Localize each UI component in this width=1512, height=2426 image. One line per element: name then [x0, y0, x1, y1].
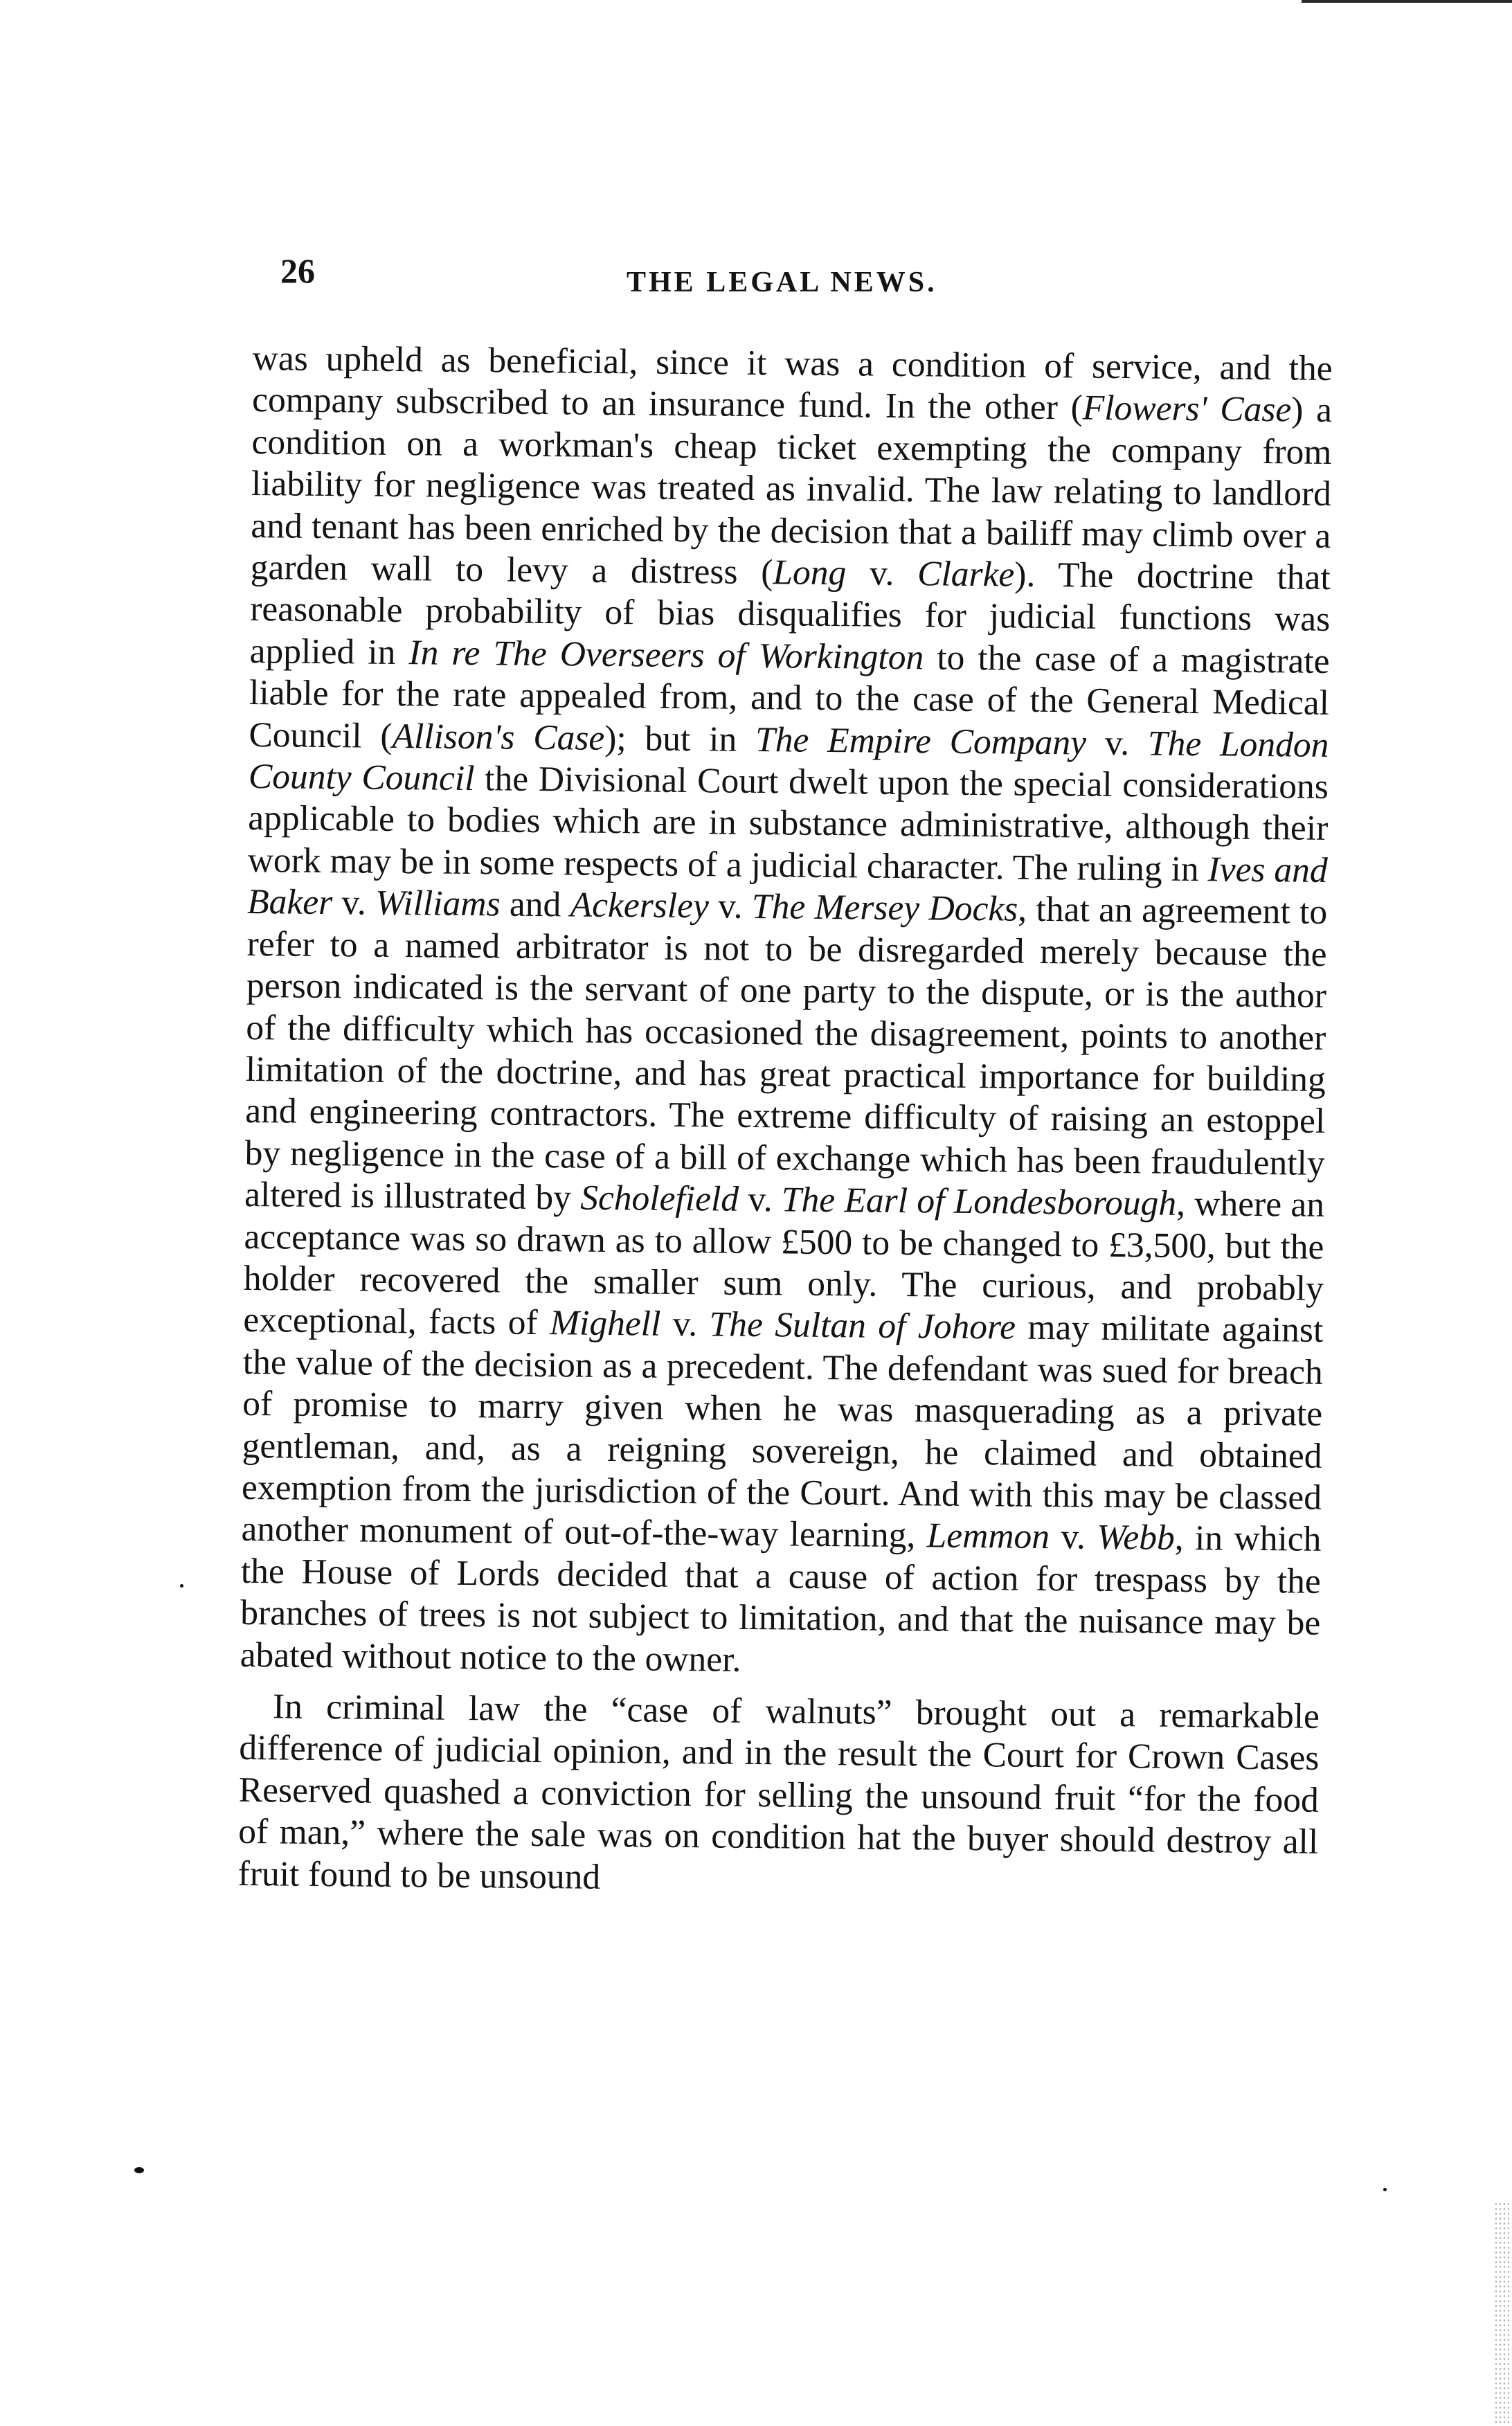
- case-name: Scholefield: [579, 1178, 739, 1219]
- text-run: , that an agreement to refer to a named arbitrator is not to be disregarded merely because the person indicated is the servant of one party to the dispute, or is the author of the difficulty which has occasioned the disagreement, points to another limitation of the doctrine, and has great practical importance for building and engineering contractors. The extreme difficulty of raising an estoppel by negligence in the case of a bill of exchange which has been fraudulently altered is illustrated by: [244, 889, 1328, 1218]
- paragraph-criminal-law: In criminal law the “case of walnuts” brought out a remarkable difference of judicial opinion, and in the result the Court for Crown Cases Reserved quashed a conviction for selling the unsound fruit “for the food of man,” where the sale was on condition hat the buyer should destroy all fruit found to be unsound: [237, 1687, 1320, 1897]
- text-run: v.: [708, 886, 753, 927]
- scan-edge-speckle: [1494, 2202, 1512, 2426]
- case-name: Allison's Case: [392, 716, 605, 758]
- case-name: In re The Overseers of Workington: [408, 633, 924, 678]
- text-run: v.: [332, 883, 376, 924]
- case-name: Flowers' Case: [1082, 388, 1292, 430]
- text-run: ) a condition on a workman's cheap ticket exempting the company from liability for negligence was treated as invalid. The law relating to landlord and tenant has been enriched by the decision that a bailiff may climb over a garden wall to levy a distress (: [250, 390, 1333, 593]
- case-name: Ackersley: [570, 885, 710, 926]
- text-run: the Divisional Court dwelt upon the special considerations applicable to bodies which are in substance administrative, although their work may be in some respects of a judicial character. The ruling in: [247, 759, 1329, 890]
- text-run: ); but in: [604, 718, 756, 760]
- text-run: v.: [738, 1179, 782, 1220]
- scan-mark-dot: [134, 2167, 144, 2173]
- text-run: , in which the House of Lords decided that a cause of action for trespass by the branches of trees is not subject to limitation, and that the nuisance may be abated without notice to the owner.: [240, 1518, 1322, 1680]
- text-run: ). The doctrine that reasonable probability of bias disqualifies for judicial functions was applied in: [249, 555, 1331, 673]
- top-edge-rule: [1302, 0, 1512, 3]
- text-run: v.: [846, 553, 918, 594]
- case-name: Mighell: [549, 1303, 661, 1345]
- text-run: was upheld as beneficial, since it was a condition of service, and the company subscribed to an insurance fund. In the other (: [251, 338, 1333, 428]
- running-title: THE LEGAL NEWS.: [627, 267, 937, 298]
- page-header: [280, 251, 1333, 306]
- case-name: Ives and Baker: [246, 850, 1328, 923]
- case-name: Lemmon: [926, 1516, 1050, 1557]
- text-run: v.: [660, 1304, 710, 1345]
- case-name: Long: [773, 552, 847, 593]
- text-run: to the case of a magistrate liable for the rate appealed from, and to the case of the General Medical Council (: [249, 638, 1330, 756]
- case-name: Clarke: [917, 554, 1015, 595]
- scan-mark-dot: [1383, 2188, 1387, 2191]
- case-name: Williams: [375, 883, 501, 924]
- page-number: 26: [280, 251, 315, 290]
- text-run: and: [500, 884, 570, 925]
- text-run: v.: [1086, 723, 1149, 764]
- case-name: The Mersey Docks: [751, 887, 1018, 929]
- text-run: , where an acceptance was so drawn as to allow £500 to be changed to £3,500, but the holder recovered the smaller sum only. The curious, and probably exceptional, facts of: [243, 1183, 1325, 1343]
- case-name: Webb: [1096, 1518, 1176, 1558]
- case-name: The London County Council: [248, 724, 1329, 799]
- case-name: The Earl of Londesborough: [781, 1180, 1177, 1223]
- case-name: The Empire Company: [755, 719, 1087, 763]
- article-body: [237, 338, 1333, 1905]
- case-name: The Sultan of Johore: [709, 1304, 1016, 1347]
- text-run: may militate against the value of the decision as a precedent. The defendant was sued for breach of promise to marry given when he was masquerading as a private gentleman, and, as a reigning sovereign, he claimed and obtained exemption from the jurisdiction of the Court. And with this may be classed another monument of out-of-the-way learning,: [241, 1307, 1324, 1556]
- scan-mark-dot: [180, 1584, 183, 1588]
- paragraph-continuation: [240, 338, 1332, 1687]
- text-run: v.: [1049, 1517, 1097, 1558]
